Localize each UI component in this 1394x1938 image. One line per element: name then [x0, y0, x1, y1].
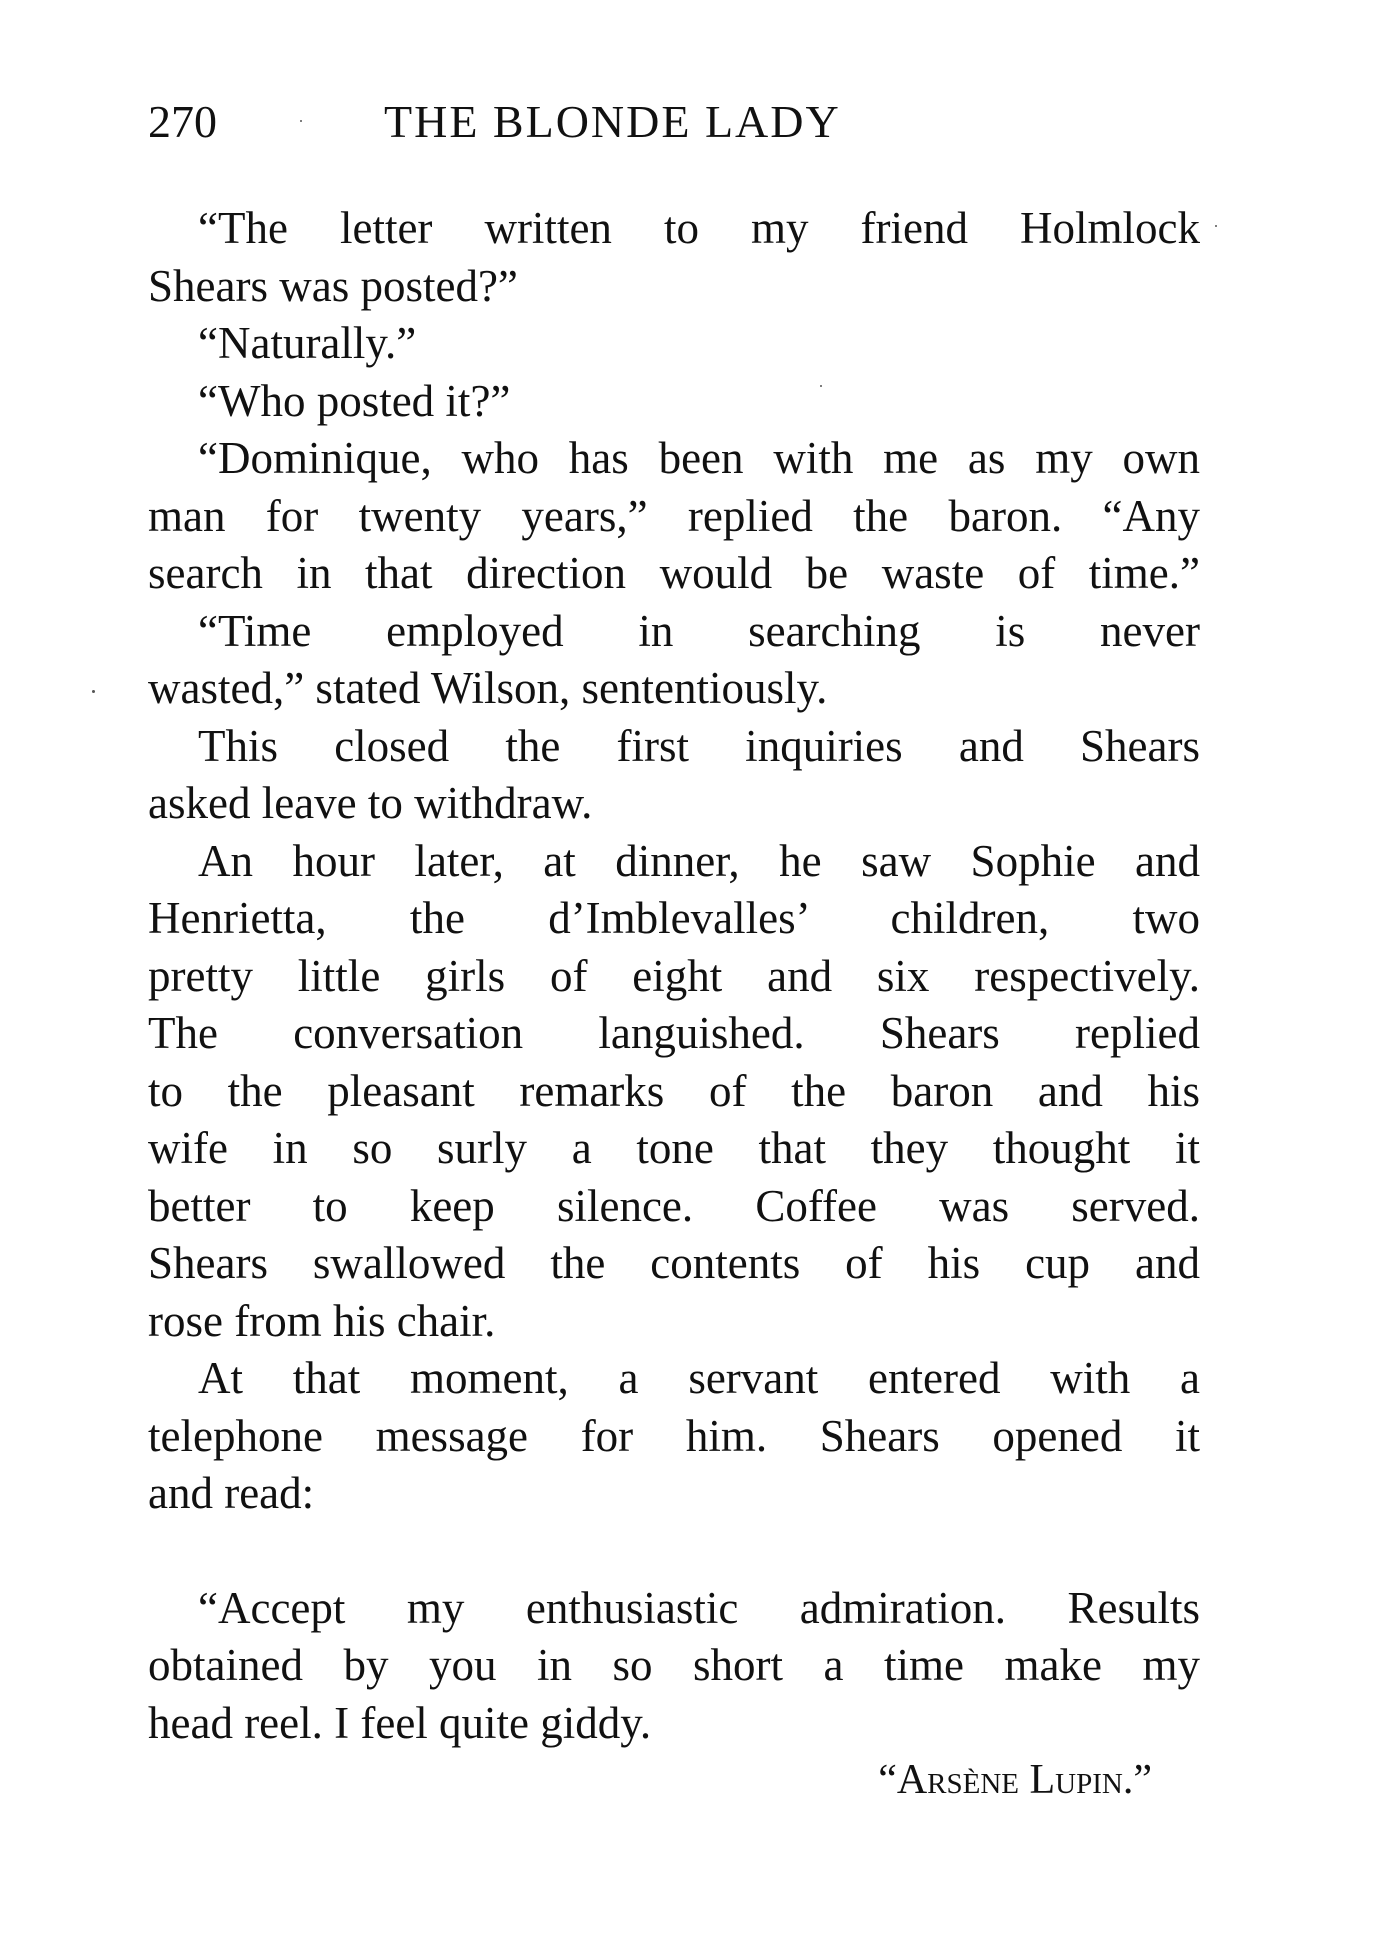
text-line: and read:	[148, 1468, 315, 1518]
paragraph	[148, 718, 1200, 833]
scan-speck	[1215, 225, 1217, 227]
text-line: “Accept my enthusiastic admiration. Results	[198, 1582, 1200, 1633]
text-line: “Time employed in searching is never	[198, 605, 1200, 656]
text-line: “Who posted it?”	[198, 375, 511, 426]
text-line: head reel. I feel quite giddy.	[148, 1697, 652, 1748]
text-line: pretty little girls of eight and six respectively.	[148, 950, 1200, 1001]
scan-speck	[820, 385, 822, 387]
blank-space	[148, 1523, 1200, 1580]
page-number: 270	[148, 96, 217, 147]
text-line: At that moment, a servant entered with a	[198, 1353, 1200, 1403]
text-line: “Naturally.”	[198, 318, 417, 368]
paragraph	[148, 200, 1200, 315]
text-line: man for twenty years,” replied the baron. “Any	[148, 490, 1200, 541]
text-line: obtained by you in so short a time make my	[148, 1640, 1200, 1690]
text-line: asked leave to withdraw.	[148, 778, 593, 828]
text-line: “Dominique, who has been with me as my own	[198, 433, 1200, 483]
text-line: The conversation languished. Shears replied	[148, 1008, 1200, 1058]
text-line: better to keep silence. Coffee was served.	[148, 1180, 1200, 1231]
telephone-message	[148, 1580, 1200, 1810]
paragraph	[148, 603, 1200, 718]
text-line: search in that direction would be waste of time.”	[148, 548, 1200, 598]
text-line: wasted,” stated Wilson, sententiously.	[148, 663, 828, 713]
text-line: Shears swallowed the contents of his cup and	[148, 1238, 1200, 1288]
paragraph	[148, 1350, 1200, 1523]
paragraph	[148, 430, 1200, 603]
text-line: wife in so surly a tone that they thought it	[148, 1123, 1200, 1173]
paragraph	[148, 833, 1200, 1351]
text-line: rose from his chair.	[148, 1295, 496, 1346]
paragraph	[148, 373, 1200, 431]
text-line: Shears was posted?”	[148, 260, 518, 311]
text-line: An hour later, at dinner, he saw Sophie and	[198, 835, 1200, 886]
paragraph	[148, 315, 1200, 373]
text-line: This closed the first inquiries and Shears	[198, 720, 1200, 771]
scan-speck	[92, 690, 95, 693]
text-line: “The letter written to my friend Holmlock	[198, 203, 1200, 253]
signature: “Arsène Lupin.”	[878, 1757, 1152, 1803]
scan-speck	[300, 120, 302, 122]
running-head	[148, 92, 1200, 152]
running-title: THE BLONDE LADY	[384, 96, 841, 147]
body-text	[148, 200, 1200, 1810]
text-line: Henrietta, the d’Imblevalles’ children, two	[148, 893, 1200, 943]
text-line: telephone message for him. Shears opened it	[148, 1410, 1200, 1461]
text-line: to the pleasant remarks of the baron and his	[148, 1065, 1200, 1116]
